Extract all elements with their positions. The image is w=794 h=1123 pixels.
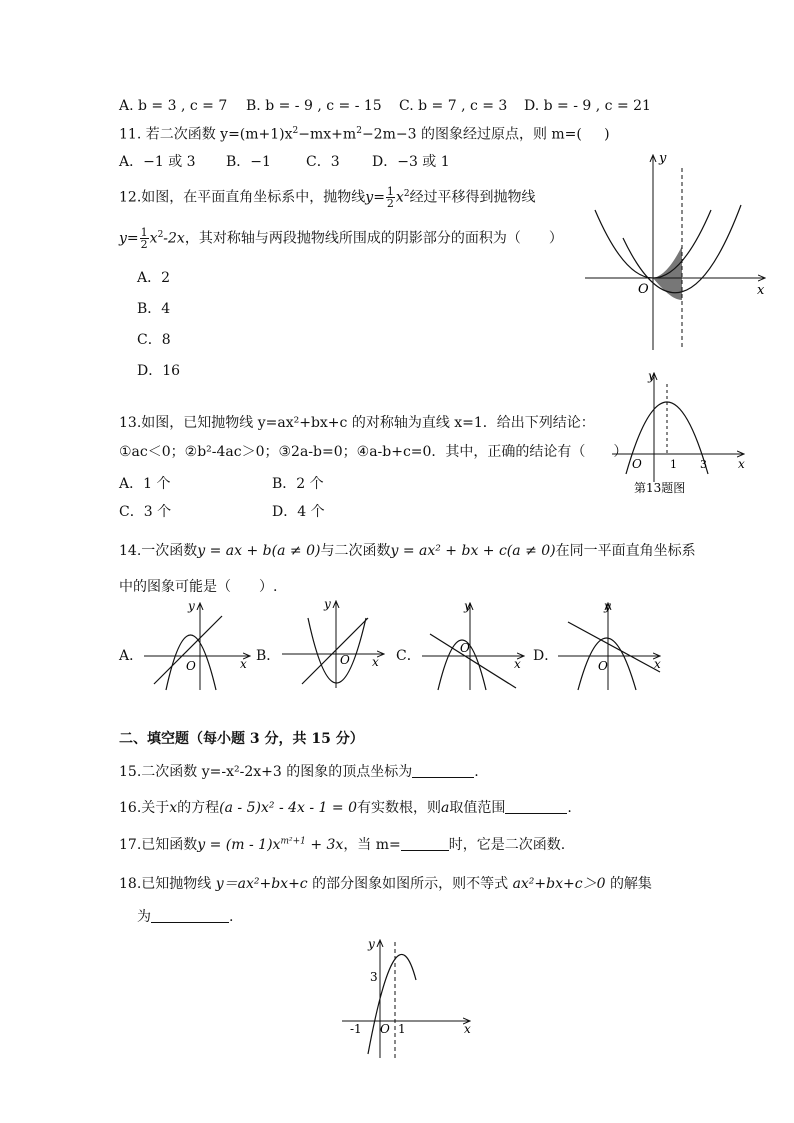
q11-option-a: A．−1 或 3 <box>119 154 196 170</box>
q17-answer-blank[interactable] <box>401 836 449 851</box>
q14-option-b-label: B． <box>256 648 281 664</box>
q14-option-d-label: D． <box>533 648 559 664</box>
q12-figure <box>585 150 775 355</box>
q14-d-line <box>568 622 660 672</box>
q13-option-d: D．4 个 <box>272 504 325 520</box>
q13-caption: 第13题图 <box>634 481 686 495</box>
q13-label-x: x <box>738 457 745 471</box>
q12-option-a: A．2 <box>137 270 171 286</box>
q13-label-o: O <box>632 457 642 471</box>
section-heading-fill-in: 二、填空题（每小题 3 分，共 15 分） <box>119 731 364 747</box>
q15-answer-blank[interactable] <box>412 763 474 778</box>
q18-text-line2: 为 . <box>137 909 234 925</box>
q13-option-c: C．3 个 <box>119 504 172 520</box>
q14-b-parabola <box>308 618 366 683</box>
svg-text:x: x <box>240 657 247 671</box>
q14-b-line <box>302 618 368 684</box>
q18-tick-3: 3 <box>370 970 378 984</box>
svg-text:y: y <box>324 597 331 611</box>
svg-text:y: y <box>464 599 471 613</box>
svg-text:O: O <box>460 641 470 655</box>
q13-stem: 13.如图，已知抛物线 y=ax²+bx+c 的对称轴为直线 x=1．给出下列结论： <box>119 415 595 431</box>
q14-graph-b <box>280 598 392 690</box>
q14-graph-d <box>556 600 668 692</box>
q14-option-c-label: C． <box>396 648 421 664</box>
q13-tick-1: 1 <box>670 458 677 471</box>
q18-label-y: y <box>368 937 375 951</box>
q16-text: 16.关于x的方程(a - 5)x² - 4x - 1 = 0有实数根，则a取值范围 . <box>119 800 572 816</box>
q11-option-b: B．−1 <box>226 154 271 170</box>
q11-option-d: D．−3 或 1 <box>372 154 450 170</box>
q18-label-o: O <box>380 1022 390 1036</box>
q14-graph-a <box>142 600 254 692</box>
q12-option-c: C．8 <box>137 332 171 348</box>
q13-option-b: B．2 个 <box>272 476 324 492</box>
svg-text:y: y <box>188 599 195 613</box>
q14-option-a-label: A． <box>119 648 144 664</box>
q14-stem-line2: 中的图象可能是（ ）. <box>119 579 278 595</box>
q11-option-c: C．3 <box>306 154 340 170</box>
q12-option-b: B．4 <box>137 301 171 317</box>
svg-text:x: x <box>654 657 661 671</box>
q15-text: 15.二次函数 y=-x²-2x+3 的图象的顶点坐标为 . <box>119 764 479 780</box>
svg-text:O: O <box>340 653 350 667</box>
q18-tick-minus1: -1 <box>350 1022 362 1036</box>
q11-stem: 11. 若二次函数 $y=(m+1)x^2-mx+m^2-2m-3$ 的图象经过原点，则 m=( ) <box>119 126 610 143</box>
q12-label-o: O <box>638 282 649 297</box>
q13-label-y: y <box>648 369 655 383</box>
q13-option-a: A．1 个 <box>119 476 171 492</box>
q14-c-line <box>430 634 516 688</box>
q10-option-d: D. b = - 9 , c = 21 <box>524 98 651 114</box>
q13-figure <box>612 370 752 495</box>
svg-text:y: y <box>604 599 611 613</box>
q13-tick-3: 3 <box>700 458 707 471</box>
q12-label-x: x <box>757 283 765 298</box>
svg-text:x: x <box>372 655 379 669</box>
q16-answer-blank[interactable] <box>505 799 567 814</box>
q12-option-d: D．16 <box>137 363 181 379</box>
svg-text:O: O <box>186 659 196 673</box>
svg-text:O: O <box>598 659 608 673</box>
q10-option-b: B. b = - 9 , c = - 15 <box>246 98 382 114</box>
q18-answer-blank[interactable] <box>151 908 229 923</box>
q18-text-line1: 18.已知抛物线 y＝ax²+bx+c 的部分图象如图所示，则不等式 ax²+bx+c＞0 的解集 <box>119 876 652 892</box>
q18-tick-1: 1 <box>398 1022 406 1036</box>
q12-stem-line2: y= $\frac{1}{2}$ $x^2-2x$，其对称轴与两段抛物线所围成的阴影部分的面积为（ ） <box>119 226 563 251</box>
q18-figure <box>342 936 477 1061</box>
q12-stem-line1: 12.如图，在平面直角坐标系中，抛物线y= $\frac{1}{2}$ $x^2$经过平移得到抛物线 <box>119 185 536 210</box>
q17-text: 17.已知函数$y = (m - 1)x^{m^2+1} + 3x$，当 m= 时，它是二次函数. <box>119 836 566 853</box>
q10-option-a: A. b = 3 , c = 7 <box>119 98 228 114</box>
q12-label-y: y <box>659 151 667 166</box>
q14-stem-line1: 14.一次函数y = ax + b(a ≠ 0)与二次函数y = ax² + bx + c(a ≠ 0)在同一平面直角坐标系 <box>119 543 696 559</box>
q14-graph-c <box>420 600 532 692</box>
svg-text:x: x <box>514 657 521 671</box>
q18-label-x: x <box>464 1022 471 1036</box>
q13-conclusions: ①ac＜0；②b²-4ac＞0；③2a-b=0；④a-b+c=0．其中，正确的结论有（ ） <box>119 444 628 460</box>
q10-option-c: C. b = 7 , c = 3 <box>399 98 508 114</box>
